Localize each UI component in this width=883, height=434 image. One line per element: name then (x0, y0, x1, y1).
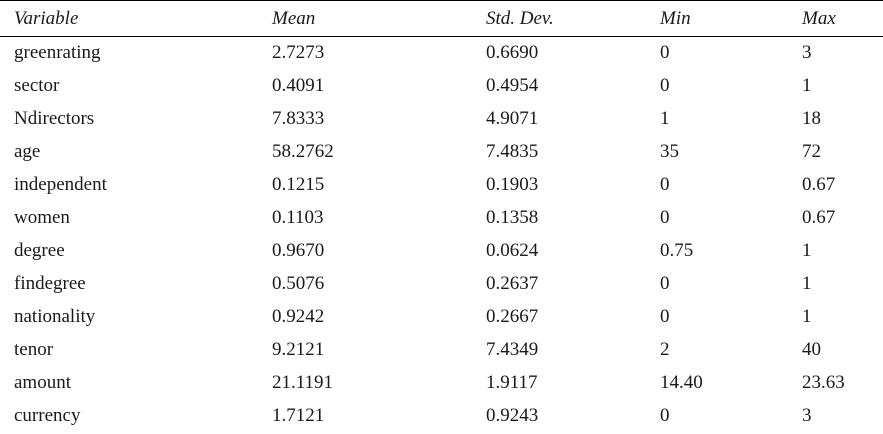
cell-min: 2 (660, 339, 670, 360)
cell-min: 0 (660, 273, 670, 294)
cell-max: 1 (802, 240, 812, 261)
cell-mean: 58.2762 (272, 141, 334, 162)
cell-variable: amount (14, 372, 71, 393)
cell-mean: 0.5076 (272, 273, 325, 294)
cell-mean: 2.7273 (272, 42, 325, 64)
table-row (0, 400, 883, 433)
header-mean: Mean (272, 1, 486, 37)
table-row (0, 103, 883, 136)
cell-max: 0.67 (802, 174, 836, 195)
cell-max: 40 (802, 339, 821, 360)
cell-mean: 0.1215 (272, 174, 325, 195)
cell-std-dev: 4.9071 (486, 108, 539, 129)
cell-mean: 1.7121 (272, 405, 325, 426)
cell-std-dev: 1.9117 (486, 372, 538, 393)
table-row (0, 235, 883, 268)
header-max: Max (802, 1, 883, 37)
cell-std-dev: 0.2667 (486, 306, 539, 327)
cell-max: 3 (802, 42, 812, 64)
cell-variable: women (14, 207, 70, 228)
table-row (0, 169, 883, 202)
table-row (0, 301, 883, 334)
table-row (0, 334, 883, 367)
cell-variable: currency (14, 405, 81, 426)
cell-min: 0 (660, 174, 670, 195)
table-row (0, 37, 883, 70)
header-row (0, 1, 883, 37)
table-row (0, 367, 883, 400)
cell-mean: 21.1191 (272, 372, 334, 393)
cell-variable: sector (14, 75, 60, 96)
header-std-dev: Std. Dev. (486, 1, 660, 37)
cell-max: 1 (802, 75, 812, 96)
cell-max: 18 (802, 108, 821, 129)
cell-std-dev: 0.0624 (486, 240, 539, 261)
table-row (0, 268, 883, 301)
cell-variable: Ndirectors (14, 108, 95, 129)
cell-max: 1 (802, 306, 812, 327)
cell-variable: independent (14, 174, 107, 195)
cell-min: 35 (660, 141, 679, 162)
cell-mean: 9.2121 (272, 339, 325, 360)
cell-min: 0 (660, 42, 670, 64)
cell-mean: 7.8333 (272, 108, 325, 129)
cell-variable: nationality (14, 306, 96, 327)
cell-min: 0 (660, 306, 670, 327)
cell-max: 3 (802, 405, 812, 426)
header-variable: Variable (0, 1, 272, 37)
table-row (0, 70, 883, 103)
cell-std-dev: 7.4835 (486, 141, 539, 162)
cell-min: 0.75 (660, 240, 694, 261)
cell-min: 0 (660, 207, 670, 228)
table-body (0, 37, 883, 433)
cell-max: 23.63 (802, 372, 845, 393)
cell-std-dev: 0.4954 (486, 75, 539, 96)
cell-mean: 0.4091 (272, 75, 325, 96)
table-row (0, 136, 883, 169)
cell-max: 1 (802, 273, 812, 294)
cell-variable: findegree (14, 273, 86, 294)
cell-std-dev: 7.4349 (486, 339, 539, 360)
cell-variable: greenrating (14, 42, 101, 64)
cell-std-dev: 0.2637 (486, 273, 539, 294)
cell-std-dev: 0.1903 (486, 174, 539, 195)
cell-min: 0 (660, 75, 670, 96)
cell-mean: 0.9670 (272, 240, 325, 261)
cell-min: 1 (660, 108, 670, 129)
table-header (0, 1, 883, 37)
cell-max: 0.67 (802, 207, 836, 228)
cell-std-dev: 0.1358 (486, 207, 539, 228)
cell-std-dev: 0.6690 (486, 42, 539, 64)
cell-variable: degree (14, 240, 65, 261)
header-min: Min (660, 1, 802, 37)
cell-max: 72 (802, 141, 821, 162)
cell-variable: age (14, 141, 41, 162)
cell-variable: tenor (14, 339, 54, 360)
table-row (0, 202, 883, 235)
cell-mean: 0.9242 (272, 306, 325, 327)
cell-min: 14.40 (660, 372, 703, 393)
cell-std-dev: 0.9243 (486, 405, 539, 426)
cell-min: 0 (660, 405, 670, 426)
cell-mean: 0.1103 (272, 207, 324, 228)
